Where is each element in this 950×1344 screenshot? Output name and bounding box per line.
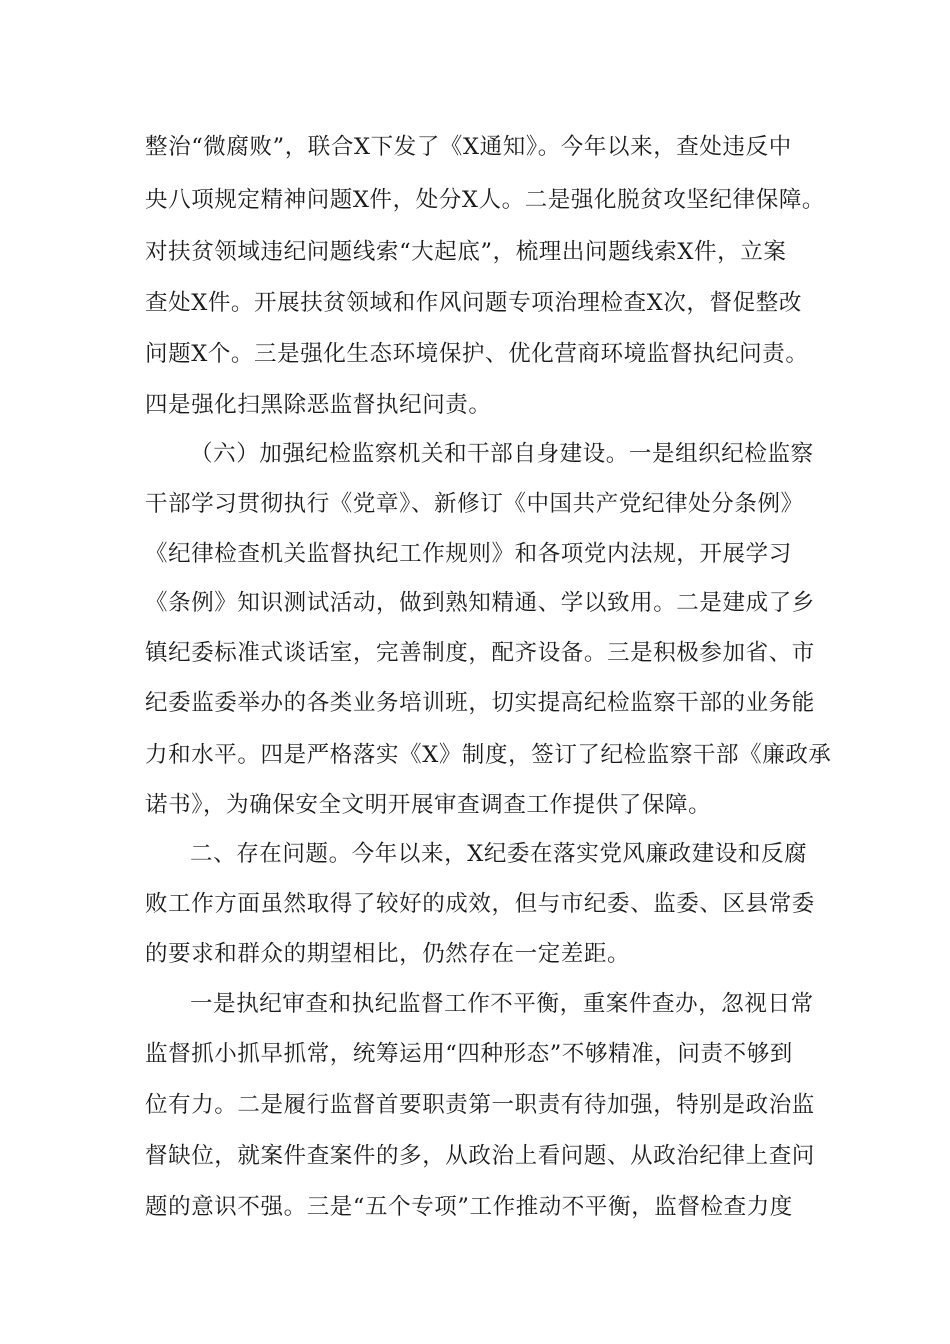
- text-line: 纪委监委举办的各类业务培训班，切实提高纪检监察干部的业务能: [145, 690, 815, 716]
- text-line: 诺书》，为确保安全文明开展审查调查工作提供了保障。: [145, 792, 712, 818]
- text-line: 镇纪委标准式谈话室，完善制度，配齐设备。三是积极参加省、市: [145, 640, 815, 666]
- text-line: 败工作方面虽然取得了较好的成效，但与市纪委、监委、区县常委: [145, 891, 815, 917]
- text-line: 力和水平。四是严格落实《X》制度，签订了纪检监察干部《廉政承: [145, 742, 832, 768]
- text-line: 查处X件。开展扶贫领域和作风问题专项治理检查X次，督促整改: [145, 290, 802, 316]
- text-line: 的要求和群众的期望相比，仍然存在一定差距。: [145, 941, 631, 967]
- text-line: 央八项规定精神问题X件，处分X人。二是强化脱贫攻坚纪律保障。: [145, 187, 826, 213]
- text-line: 题的意识不强。三是“五个专项”工作推动不平衡，监督检查力度: [145, 1194, 793, 1220]
- text-line: 四是强化扫黑除恶监督执纪问责。: [145, 392, 492, 418]
- text-line: 对扶贫领域违纪问题线索“大起底”，梳理出问题线索X件，立案: [145, 239, 787, 265]
- paragraph-start-line: 一是执纪审查和执纪监督工作不平衡，重案件查办，忽视日常: [190, 991, 814, 1017]
- text-line: 干部学习贯彻执行《党章》、新修订《中国共产党纪律处分条例》: [145, 491, 804, 517]
- text-line: 监督抓小抓早抓常，统筹运用“四种形态”不够精准，问责不够到: [145, 1041, 793, 1067]
- text-line: 《纪律检查机关监督执纪工作规则》和各项党内法规，开展学习: [145, 541, 792, 567]
- text-line: 位有力。二是履行监督首要职责第一职责有待加强，特别是政治监: [145, 1092, 815, 1118]
- text-line: 问题X个。三是强化生态环境保护、优化营商环境监督执纪问责。: [145, 341, 809, 367]
- text-line: 督缺位，就案件查案件的多，从政治上看问题、从政治纪律上查问: [145, 1143, 815, 1169]
- section-heading-line: 二、存在问题。今年以来，X纪委在落实党风廉政建设和反腐: [190, 841, 808, 867]
- paragraph-start-line: （六）加强纪检监察机关和干部自身建设。一是组织纪检监察: [190, 441, 814, 467]
- text-line: 整治“微腐败”，联合X下发了《X通知》。今年以来，查处违反中: [145, 134, 792, 160]
- text-line: 《条例》知识测试活动，做到熟知精通、学以致用。二是建成了乡: [145, 590, 815, 616]
